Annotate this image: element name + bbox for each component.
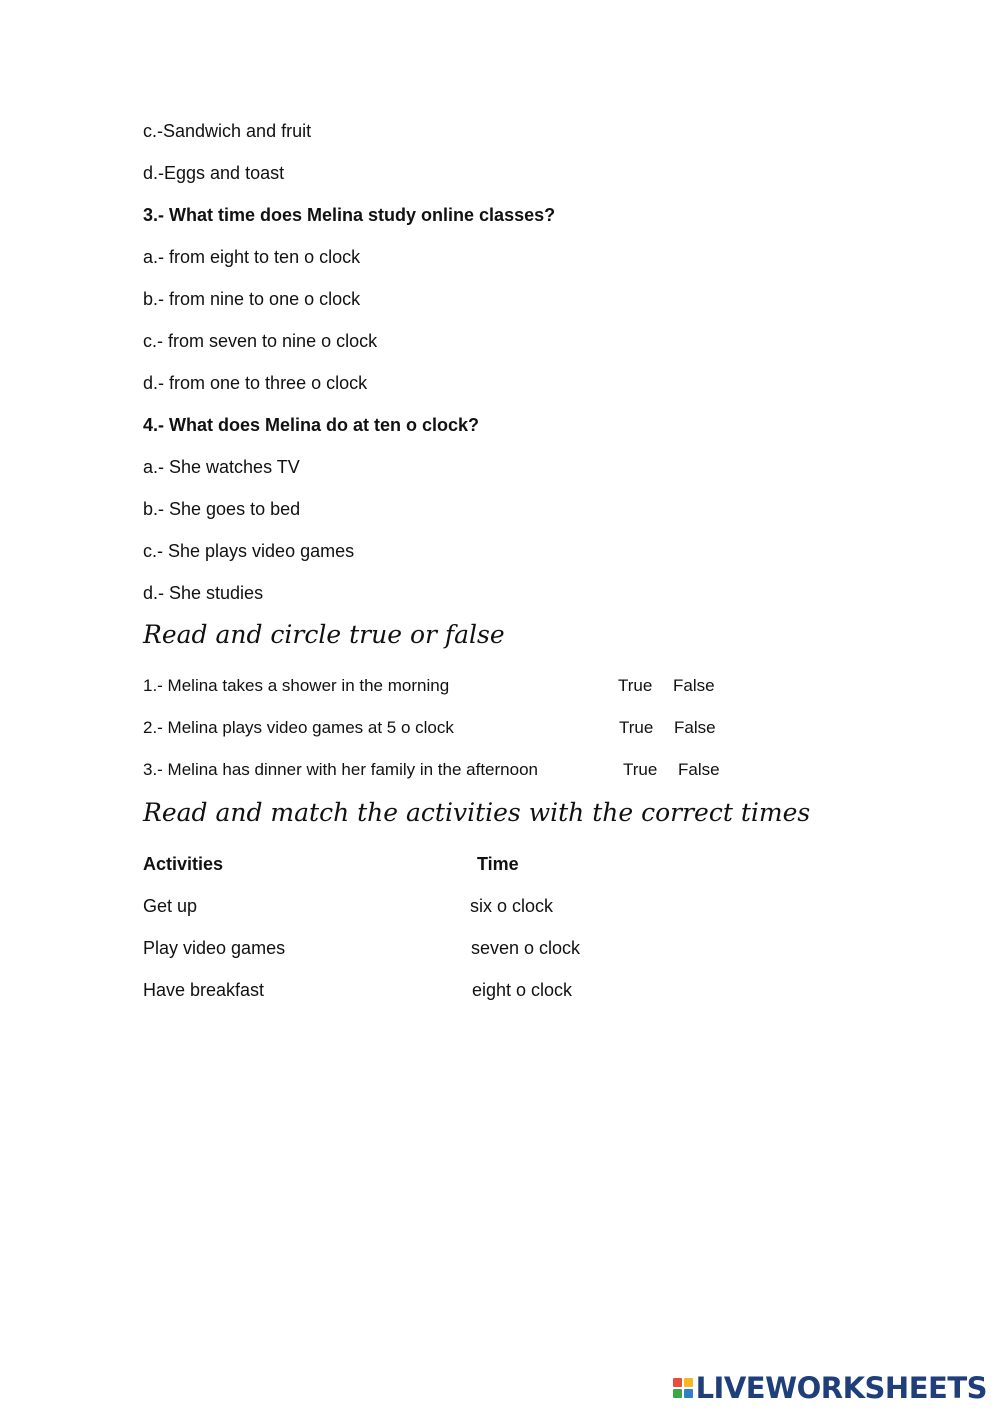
tf-true-3[interactable]: True [623, 760, 658, 779]
q4-question: 4.- What does Melina do at ten o clock? [143, 415, 480, 435]
tf-statement-1: 1.- Melina takes a shower in the morning [143, 676, 450, 695]
q3-option-d[interactable]: d.- from one to three o clock [143, 373, 368, 393]
q3-question: 3.- What time does Melina study online classes? [143, 205, 556, 225]
q4-option-a[interactable]: a.- She watches TV [143, 457, 300, 477]
tf-false-3[interactable]: False [678, 760, 720, 779]
tf-statement-2: 2.- Melina plays video games at 5 o clock [143, 718, 454, 737]
activity-1[interactable]: Get up [143, 896, 198, 916]
time-header: Time [477, 854, 519, 874]
time-1[interactable]: six o clock [470, 896, 554, 916]
logo-square-4 [684, 1389, 693, 1398]
logo-square-2 [684, 1378, 693, 1387]
q2-option-c[interactable]: c.-Sandwich and fruit [143, 121, 312, 141]
q3-option-a[interactable]: a.- from eight to ten o clock [143, 247, 361, 267]
true-false-heading: Read and circle true or false [143, 620, 505, 649]
logo-square-3 [673, 1389, 682, 1398]
tf-true-2[interactable]: True [619, 718, 654, 737]
q3-option-b[interactable]: b.- from nine to one o clock [143, 289, 361, 309]
activity-2[interactable]: Play video games [143, 938, 286, 958]
activity-3[interactable]: Have breakfast [143, 980, 265, 1000]
tf-false-1[interactable]: False [673, 676, 715, 695]
logo-square-1 [673, 1378, 682, 1387]
q4-option-c[interactable]: c.- She plays video games [143, 541, 355, 561]
time-2[interactable]: seven o clock [471, 938, 581, 958]
liveworksheets-logo [673, 1371, 987, 1405]
tf-false-2[interactable]: False [674, 718, 716, 737]
time-3[interactable]: eight o clock [472, 980, 573, 1000]
tf-true-1[interactable]: True [618, 676, 653, 695]
activities-header: Activities [143, 854, 224, 874]
q3-option-c[interactable]: c.- from seven to nine o clock [143, 331, 378, 351]
tf-statement-3: 3.- Melina has dinner with her family in the afternoon [143, 760, 538, 779]
q2-option-d[interactable]: d.-Eggs and toast [143, 163, 285, 183]
q4-option-b[interactable]: b.- She goes to bed [143, 499, 301, 519]
matching-heading: Read and match the activities with the correct times [143, 798, 811, 827]
logo-text: LIVEWORKSHEETS [695, 1371, 987, 1405]
logo-grid-icon [673, 1378, 693, 1398]
q4-option-d[interactable]: d.- She studies [143, 583, 264, 603]
